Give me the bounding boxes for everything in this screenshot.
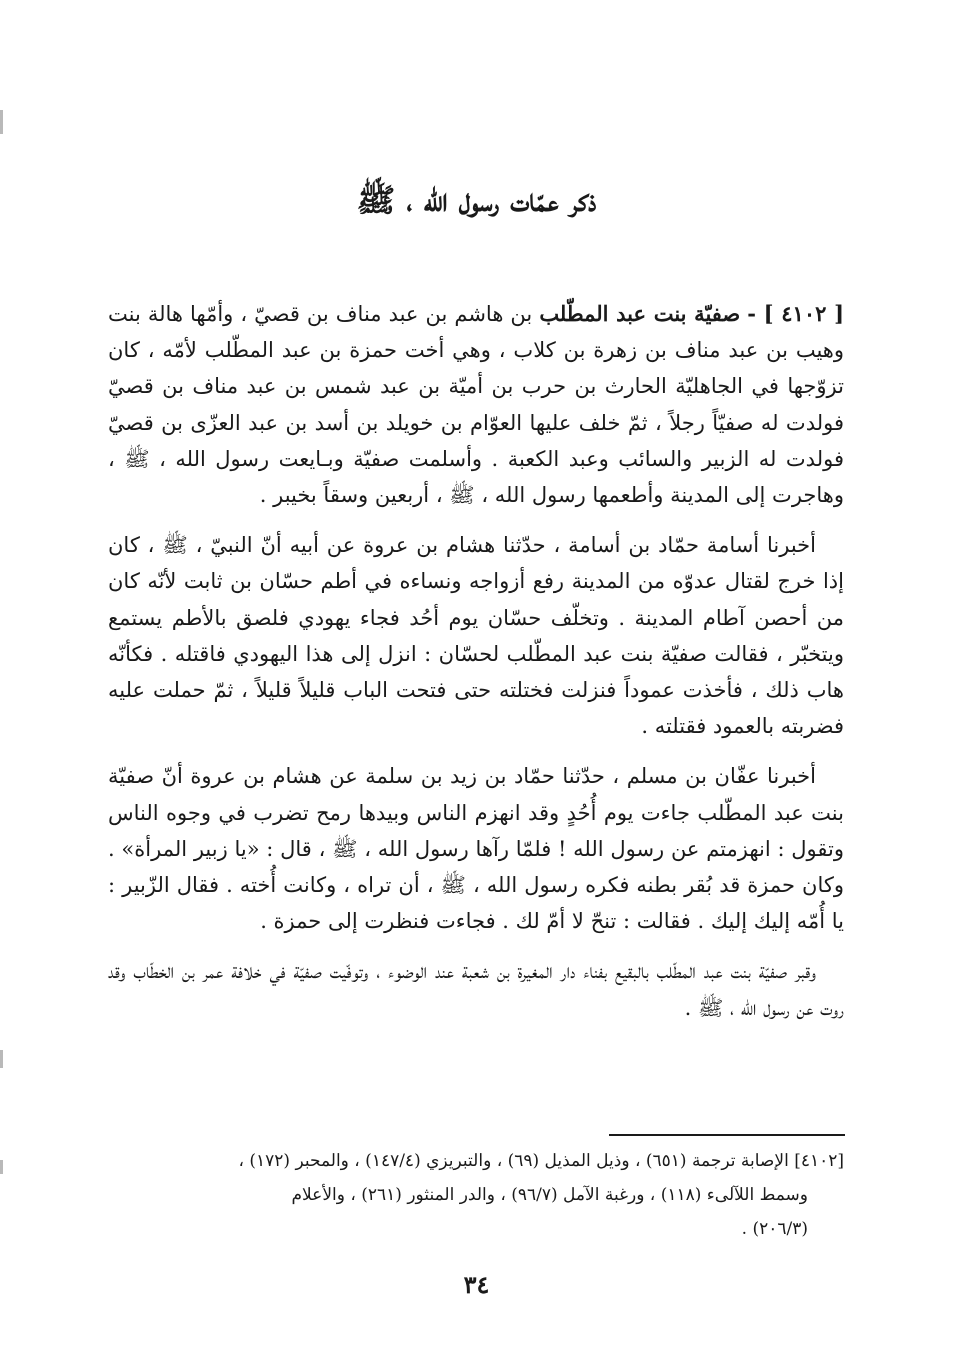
- entry-paragraph: [108, 296, 844, 513]
- hadith-paragraph: أخبرنا أسامة حمّاد بن أسامة ، حدّثنا هشام بن عروة عن أبيه أنّ النبيّ ، ﷺ ، كان إذا خرج لقتال عدوّه من المدينة رفع أزواجه ونساءه في أطم حسّان بن ثابت لأنّه كان من أحصن آطام المدينة . وتخلّف حسّان يوم أحُد فجاء يهودي فلصق بالأطم يستمع ويتخبّر ، فقالت صفيّة بنت عبد المطّلب لحسّان : انزل إلى هذا اليهودي فاقتله . فكأنّه هاب ذلك ، فأخذت عموداً فنزلت فختلته حتى فتحت الباب قليلاً قليلاً ، ثمّ حملت عليه فضربته بالعمود فقتلته .: [108, 533, 844, 739]
- footnote: [108, 1144, 844, 1246]
- hadith-paragraph: أخبرنا عفّان بن مسلم ، حدّثنا حمّاد بن زيد بن سلمة عن هشام بن عروة أنّ صفيّة بنت عبد المطّلب جاءت يوم أُحُدٍ وقد انهزم الناس وبيدها رمح تضرب في وجوه الناس وتقول : انهزمتم عن رسول الله ! فلمّا رآها رسول الله ، ﷺ ، قال : «يا زبير المرأة» . وكان حمزة قد بُقر بطنه فكره رسول الله ، ﷺ ، أن تراه ، وكانت أُخته . فقال الزّبير : يا أُمّه إليك إليك . فقالت : تنحّ لا أمّ لك . فجاءت فنظرت إلى حمزة .: [108, 764, 844, 934]
- burial-paragraph: وقبر صفيّة بنت عبد المطّلب بالبقيع بفناء دار المغيرة بن شعبة عند الوضوء ، وتوفّيت صفيّة في خلافة عمر بن الخطّاب وقد روت عن رسول الله ، ﷺ .: [108, 959, 844, 1020]
- footnote-divider: [609, 1134, 845, 1136]
- scan-edge-mark: [0, 110, 3, 134]
- entry-number: [ ٤١٠٢ ] -: [747, 301, 845, 326]
- page-title: ذكر عمّات رسول الله ، ﷺ: [356, 181, 597, 219]
- entry-name: صفيّة بنت عبد المطّلب: [539, 301, 741, 326]
- scan-edge-mark: [0, 1160, 3, 1174]
- main-text: [108, 296, 844, 1026]
- footnote-line: (٢٠٦/٣) .: [741, 1219, 808, 1239]
- scan-edge-mark: [0, 1050, 3, 1068]
- footnote-line: [٤١٠٢] الإصابة ترجمة (٦٥١) ، وذيل المذيل (٦٩) ، والتبريزي (١٤٧/٤) ، والمحبر (١٧٢) ،: [238, 1151, 844, 1171]
- entry-intro: بن هاشم بن عبد مناف بن قصيّ ، وأمّها هالة بنت وهيب بن عبد مناف بن زهرة بن كلاب ، وهي أخت حمزة بن عبد المطّلب لأمّه ، كان تزوّجها في الجاهليّة الحارث بن حرب بن أميّة بن عبد شمس بن عبد مناف بن قصيّ فولدت له صفيّاً رجلاً ، ثمّ خلف عليها العوّام بن خويلد بن أسد بن عبد العزّى بن قصيّ فولدت له الزبير والسائب وعبد الكعبة . وأسلمت صفيّة وبـايعت رسول الله ، ﷺ ، وهاجرت إلى المدينة وأطعمها رسول الله ، ﷺ ، أربعين وسقاً بخيبر .: [108, 302, 844, 508]
- footnote-line: وسمط اللآلىء (١١٨) ، ورغبة الآمل (٩٦/٧) ، والدر المنثور (٢٦١) ، والأعلام: [291, 1185, 808, 1205]
- page-number: ٣٤: [463, 1270, 490, 1299]
